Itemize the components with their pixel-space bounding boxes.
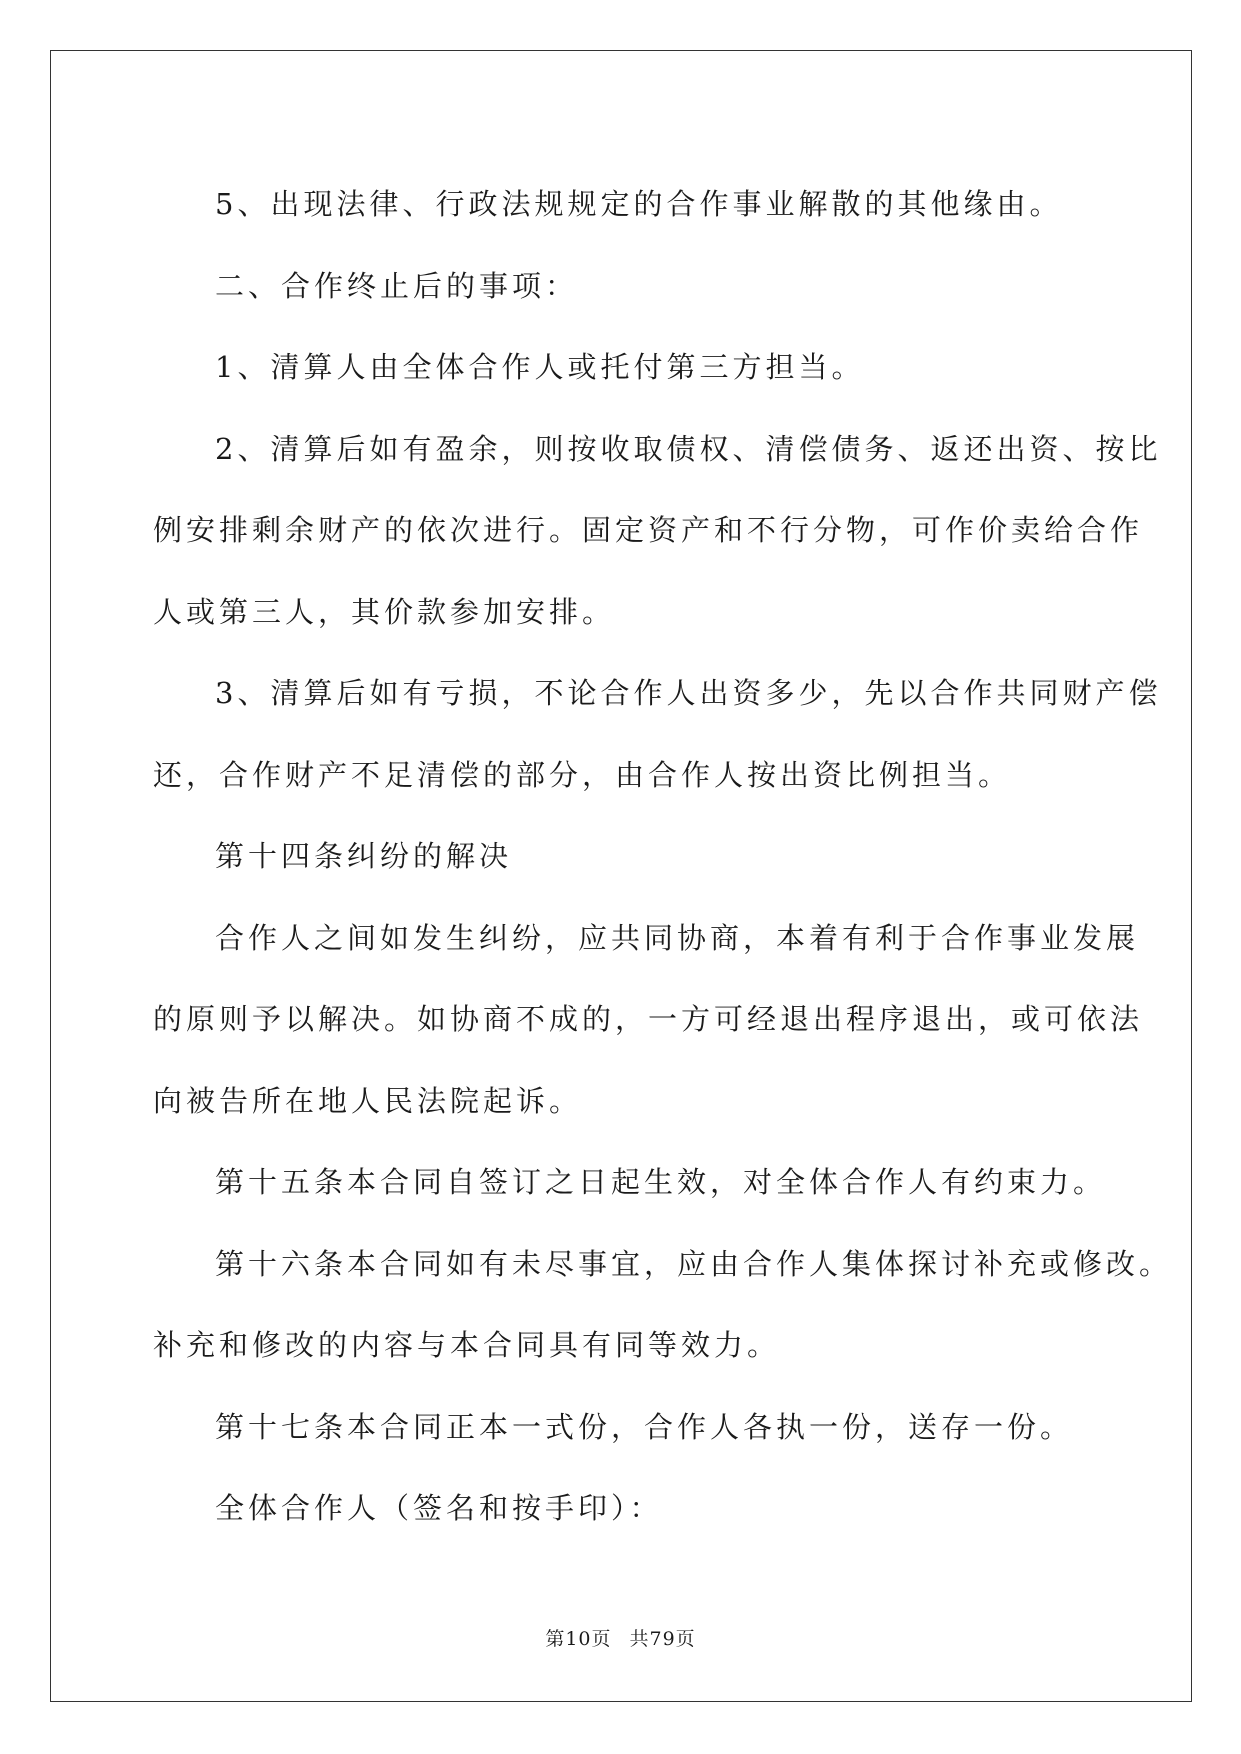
paragraph: [153, 164, 1093, 246]
document-body: [153, 164, 1173, 1550]
paragraph: [153, 409, 1162, 654]
text-line: 5、出现法律、行政法规规定的合作事业解散的其他缘由。: [215, 187, 1063, 221]
text-line: 2、清算后如有盈余，则按收取债权、清偿债务、返还出资、按比: [215, 431, 1162, 466]
text-line: 人或第三人，其价款参加安排。: [153, 594, 616, 629]
paragraph: [153, 1387, 1093, 1469]
paragraph: [153, 327, 1093, 409]
paragraph: [153, 816, 1093, 898]
text-line: 1、清算人由全体合作人或托付第三方担当。: [215, 350, 865, 384]
current-page-number: 第10页: [545, 1628, 612, 1650]
paragraph: [153, 653, 1162, 816]
text-line: 补充和修改的内容与本合同具有同等效力。: [153, 1328, 781, 1362]
text-line: 合作人之间如发生纠纷，应共同协商，本着有利于合作事业发展: [215, 920, 1140, 955]
text-line: 第十七条本合同正本一式份，合作人各执一份，送存一份。: [215, 1409, 1074, 1444]
text-line: 第十六条本合同如有未尽事宜，应由合作人集体探讨补充或修改。: [215, 1246, 1173, 1281]
page-footer: [0, 1624, 1241, 1651]
paragraph: [153, 1142, 1107, 1224]
text-line: 第十四条纠纷的解决: [215, 839, 513, 873]
text-line: 全体合作人（签名和按手印）：: [215, 1491, 663, 1525]
text-line: 还，合作财产不足清偿的部分，由合作人按出资比例担当。: [153, 757, 1012, 792]
text-line: 向被告所在地人民法院起诉。: [153, 1083, 583, 1118]
text-line: 3、清算后如有亏损，不论合作人出资多少，先以合作共同财产偿: [215, 676, 1162, 710]
total-pages: 共79页: [629, 1628, 696, 1650]
paragraph: [153, 246, 1093, 328]
text-line: 二、合作终止后的事项：: [215, 268, 579, 303]
paragraph: [153, 898, 1144, 1143]
text-line: 第十五条本合同自签订之日起生效，对全体合作人有约束力。: [215, 1165, 1107, 1199]
text-line: 例安排剩余财产的依次进行。固定资产和不行分物，可作价卖给合作: [153, 513, 1144, 547]
paragraph: [153, 1468, 1093, 1550]
paragraph: [153, 1224, 1173, 1387]
text-line: 的原则予以解决。如协商不成的，一方可经退出程序退出，或可依法: [153, 1002, 1144, 1036]
